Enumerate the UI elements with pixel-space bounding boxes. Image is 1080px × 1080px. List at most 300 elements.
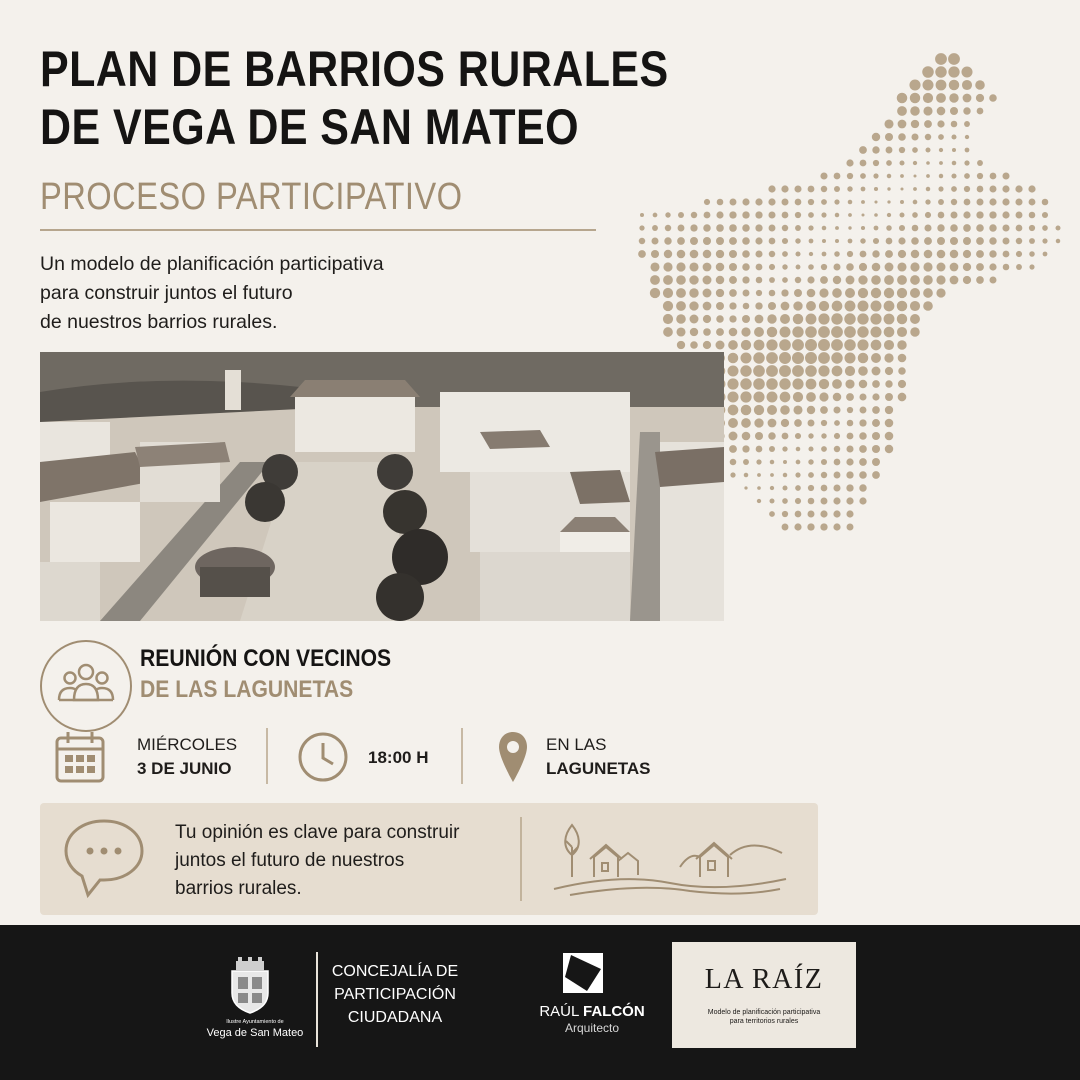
- halftone-dot: [844, 313, 855, 324]
- halftone-dot: [703, 341, 711, 349]
- halftone-dot: [821, 459, 827, 465]
- halftone-dot: [755, 302, 762, 309]
- halftone-dot: [874, 226, 879, 231]
- halftone-dot: [899, 212, 904, 217]
- halftone-dot: [846, 471, 853, 478]
- halftone-dot: [652, 238, 659, 245]
- halftone-dot: [755, 237, 762, 244]
- halftone-dot: [665, 212, 670, 217]
- halftone-dot: [845, 288, 855, 298]
- halftone-dot: [663, 314, 673, 324]
- halftone-dot: [770, 473, 774, 477]
- halftone-dot: [923, 93, 933, 103]
- halftone-dot: [870, 313, 881, 324]
- halftone-dot: [821, 472, 827, 478]
- halftone-dot: [861, 226, 865, 230]
- halftone-dot: [937, 107, 946, 116]
- halftone-dot: [938, 134, 944, 140]
- halftone-dot: [872, 133, 880, 141]
- halftone-dot: [794, 185, 801, 192]
- title-divider: [40, 229, 596, 231]
- halftone-dot: [923, 275, 933, 285]
- halftone-dot: [819, 392, 828, 401]
- halftone-dot: [845, 301, 856, 312]
- halftone-dot: [1029, 212, 1036, 219]
- halftone-dot: [989, 94, 997, 102]
- halftone-dot: [808, 446, 813, 451]
- halftone-dot: [949, 80, 960, 91]
- halftone-dot: [729, 263, 737, 271]
- halftone-dot: [716, 302, 724, 310]
- halftone-dot: [926, 174, 930, 178]
- halftone-dot: [729, 328, 738, 337]
- halftone-dot: [729, 289, 737, 297]
- halftone-dot: [963, 263, 971, 271]
- halftone-dot: [922, 66, 934, 78]
- event-date: 3 DE JUNIO: [137, 759, 232, 778]
- halftone-dot: [834, 264, 841, 271]
- halftone-dot: [743, 303, 750, 310]
- halftone-dot: [780, 405, 790, 415]
- halftone-dot: [963, 94, 972, 103]
- halftone-dot: [756, 264, 763, 271]
- halftone-dot: [845, 379, 854, 388]
- halftone-dot: [831, 313, 842, 324]
- halftone-dot: [1002, 172, 1009, 179]
- halftone-dot: [847, 433, 854, 440]
- halftone-dot: [768, 211, 775, 218]
- halftone-dot: [781, 289, 788, 296]
- halftone-dot: [926, 148, 931, 153]
- halftone-dot: [976, 224, 984, 232]
- halftone-dot: [950, 250, 958, 258]
- halftone-dot: [742, 432, 751, 441]
- callout-separator: [520, 817, 522, 901]
- halftone-dot: [871, 301, 882, 312]
- halftone-dot: [858, 353, 869, 364]
- halftone-dot: [703, 289, 712, 298]
- halftone-dot: [795, 498, 801, 504]
- halftone-dot: [951, 186, 957, 192]
- halftone-dot: [690, 328, 698, 336]
- halftone-dot: [808, 433, 813, 438]
- clock-icon: [297, 731, 349, 783]
- halftone-dot: [923, 106, 932, 115]
- halftone-dot: [858, 288, 868, 298]
- halftone-dot: [886, 225, 892, 231]
- halftone-dot: [742, 263, 749, 270]
- halftone-dot: [640, 213, 644, 217]
- halftone-dot: [844, 326, 856, 338]
- halftone-dot: [793, 314, 803, 324]
- halftone-dot: [769, 277, 775, 283]
- halftone-dot: [770, 460, 775, 465]
- halftone-dot: [796, 460, 801, 465]
- halftone-dot: [951, 173, 956, 178]
- halftone-dot: [910, 275, 920, 285]
- halftone-dot: [753, 352, 764, 363]
- halftone-dot: [740, 378, 751, 389]
- halftone-dot: [728, 405, 739, 416]
- halftone-dot: [872, 146, 879, 153]
- halftone-dot: [795, 277, 801, 283]
- halftone-dot: [848, 239, 853, 244]
- halftone-dot: [767, 327, 777, 337]
- halftone-dot: [1002, 198, 1009, 205]
- halftone-dot: [885, 406, 893, 414]
- halftone-dot: [897, 106, 907, 116]
- halftone-dot: [859, 458, 867, 466]
- halftone-dot: [782, 433, 789, 440]
- halftone-dot: [939, 161, 943, 165]
- halftone-dot: [1016, 251, 1022, 257]
- raul-last-name: FALCÓN: [582, 1003, 645, 1020]
- raul-falcon-name: [522, 1003, 662, 1020]
- halftone-dot: [950, 224, 958, 232]
- halftone-dot: [847, 251, 853, 257]
- halftone-dot: [898, 380, 906, 388]
- halftone-dot: [859, 393, 866, 400]
- halftone-dot: [755, 315, 764, 324]
- halftone-dot: [741, 340, 751, 350]
- halftone-dot: [703, 224, 711, 232]
- halftone-dot: [796, 265, 801, 270]
- halftone-dot: [820, 406, 828, 414]
- halftone-dot: [964, 186, 970, 192]
- halftone-dot: [847, 524, 854, 531]
- halftone-dot: [910, 288, 920, 298]
- callout-line-3: barrios rurales.: [175, 878, 302, 899]
- halftone-dot: [871, 353, 881, 363]
- halftone-dot: [964, 121, 970, 127]
- halftone-dot: [897, 340, 906, 349]
- event-time: 18:00 H: [368, 748, 429, 767]
- halftone-dot: [844, 352, 855, 363]
- halftone-dot: [872, 367, 881, 376]
- halftone-dot: [755, 198, 762, 205]
- halftone-dot: [767, 392, 778, 403]
- halftone-dot: [872, 458, 880, 466]
- halftone-dot: [754, 418, 763, 427]
- halftone-dot: [795, 485, 801, 491]
- halftone-dot: [808, 212, 814, 218]
- halftone-dot: [847, 420, 854, 427]
- halftone-dot: [899, 225, 905, 231]
- halftone-dot: [872, 445, 880, 453]
- halftone-dot: [899, 160, 904, 165]
- halftone-dot: [831, 352, 842, 363]
- halftone-dot: [795, 511, 802, 518]
- speech-bubble-icon: [62, 817, 146, 899]
- halftone-dot: [924, 250, 933, 259]
- halftone-dot: [807, 289, 816, 298]
- halftone-dot: [832, 366, 843, 377]
- halftone-dot: [1016, 264, 1022, 270]
- halftone-dot: [885, 250, 893, 258]
- halftone-dot: [872, 263, 881, 272]
- halftone-dot: [767, 314, 776, 323]
- halftone-dot: [951, 212, 958, 219]
- halftone-dot: [990, 173, 997, 180]
- halftone-dot: [755, 250, 762, 257]
- halftone-dot: [820, 510, 827, 517]
- halftone-dot: [730, 199, 737, 206]
- halftone-dot: [805, 339, 817, 351]
- halftone-dot: [770, 486, 774, 490]
- halftone-dot: [821, 498, 828, 505]
- halftone-dot: [703, 263, 712, 272]
- halftone-dot: [898, 367, 905, 374]
- halftone-dot: [887, 213, 891, 217]
- halftone-dot: [782, 511, 788, 517]
- la-raiz-subtitle-line-1: Modelo de planificación participativa: [707, 1009, 821, 1016]
- halftone-dot: [911, 120, 919, 128]
- halftone-dot: [742, 276, 749, 283]
- halftone-dot: [871, 275, 881, 285]
- halftone-dot: [755, 432, 763, 440]
- halftone-dot: [639, 225, 644, 230]
- halftone-dot: [872, 393, 879, 400]
- halftone-dot: [1029, 225, 1035, 231]
- halftone-dot: [716, 289, 724, 297]
- halftone-dot: [846, 159, 853, 166]
- halftone-dot: [821, 433, 826, 438]
- halftone-dot: [860, 407, 867, 414]
- halftone-dot: [820, 172, 827, 179]
- halftone-dot: [923, 301, 933, 311]
- meeting-location-title: DE LAS LAGUNETAS: [140, 676, 354, 703]
- halftone-dot: [818, 365, 829, 376]
- halftone-dot: [976, 263, 984, 271]
- halftone-dot: [793, 392, 803, 402]
- halftone-dot: [766, 378, 778, 390]
- halftone-dot: [939, 174, 943, 178]
- halftone-dot: [677, 341, 685, 349]
- halftone-dot: [951, 199, 957, 205]
- halftone-dot: [873, 238, 879, 244]
- halftone-dot: [898, 133, 906, 141]
- halftone-dot: [783, 460, 787, 464]
- halftone-dot: [885, 380, 892, 387]
- halftone-dot: [936, 93, 946, 103]
- halftone-dot: [885, 393, 893, 401]
- halftone-dot: [677, 237, 685, 245]
- halftone-dot: [874, 213, 878, 217]
- halftone-dot: [871, 288, 881, 298]
- halftone-dot: [1015, 198, 1022, 205]
- halftone-dot: [769, 446, 775, 452]
- halftone-dot: [740, 365, 751, 376]
- halftone-dot: [691, 212, 697, 218]
- halftone-dot: [950, 107, 958, 115]
- halftone-dot: [989, 250, 996, 257]
- halftone-dot: [729, 315, 736, 322]
- halftone-dot: [887, 174, 892, 179]
- halftone-dot: [831, 339, 843, 351]
- halftone-dot: [833, 510, 840, 517]
- halftone-dot: [639, 238, 645, 244]
- ayuntamiento-name: Vega de San Mateo: [206, 1027, 304, 1039]
- halftone-dot: [939, 148, 943, 152]
- halftone-dot: [704, 199, 710, 205]
- halftone-dot: [948, 53, 960, 65]
- halftone-dot: [989, 263, 996, 270]
- halftone-dot: [834, 251, 840, 257]
- halftone-dot: [727, 391, 738, 402]
- halftone-dot: [742, 237, 750, 245]
- halftone-dot: [924, 120, 932, 128]
- halftone-dot: [664, 250, 672, 258]
- halftone-dot: [884, 275, 894, 285]
- halftone-dot: [728, 418, 738, 428]
- halftone-dot: [755, 211, 762, 218]
- halftone-dot: [1003, 251, 1010, 258]
- concejalia-line-2: PARTICIPACIÓN: [334, 986, 456, 1003]
- halftone-dot: [897, 93, 908, 104]
- halftone-dot: [833, 523, 840, 530]
- halftone-dot: [727, 365, 738, 376]
- halftone-dot: [963, 237, 971, 245]
- page-title: [40, 40, 669, 156]
- halftone-dot: [676, 314, 686, 324]
- halftone-dot: [925, 212, 931, 218]
- halftone-dot: [808, 264, 814, 270]
- details-separator-1: [266, 728, 268, 784]
- halftone-dot: [703, 328, 711, 336]
- halftone-dot: [820, 523, 827, 530]
- halftone-dot: [794, 523, 801, 530]
- halftone-dot: [859, 419, 866, 426]
- meeting-title: REUNIÓN CON VECINOS: [140, 645, 392, 672]
- halftone-dot: [833, 484, 840, 491]
- halftone-dot: [937, 263, 946, 272]
- halftone-dot: [808, 186, 815, 193]
- halftone-dot: [913, 174, 916, 177]
- halftone-dot: [846, 458, 853, 465]
- halftone-dot: [742, 250, 750, 258]
- halftone-dot: [689, 301, 698, 310]
- halftone-dot: [910, 262, 919, 271]
- event-day: [137, 733, 237, 781]
- halftone-dot: [874, 200, 877, 203]
- raul-first-name: RAÚL: [539, 1003, 579, 1020]
- halftone-dot: [833, 406, 840, 413]
- halftone-dot: [923, 288, 933, 298]
- halftone-dot: [782, 498, 788, 504]
- halftone-dot: [886, 160, 892, 166]
- halftone-dot: [846, 276, 855, 285]
- halftone-dot: [912, 212, 918, 218]
- halftone-dot: [689, 275, 698, 284]
- halftone-dot: [846, 263, 854, 271]
- halftone-dot: [767, 405, 777, 415]
- halftone-dot: [794, 419, 802, 427]
- halftone-dot: [859, 263, 867, 271]
- halftone-dot: [845, 366, 855, 376]
- halftone-dot: [859, 432, 867, 440]
- halftone-dot: [1042, 199, 1049, 206]
- halftone-dot: [989, 237, 996, 244]
- halftone-dot: [1029, 251, 1035, 257]
- halftone-dot: [690, 315, 699, 324]
- halftone-dot: [913, 161, 917, 165]
- halftone-dot: [922, 79, 933, 90]
- halftone-dot: [690, 341, 698, 349]
- halftone-dot: [652, 225, 658, 231]
- halftone-dot: [783, 473, 787, 477]
- halftone-dot: [911, 250, 919, 258]
- halftone-dot: [769, 238, 776, 245]
- halftone-dot: [716, 263, 724, 271]
- halftone-dot: [753, 365, 765, 377]
- halftone-dot: [963, 211, 970, 218]
- halftone-dot: [781, 419, 789, 427]
- halftone-dot: [728, 353, 739, 364]
- halftone-dot: [990, 186, 997, 193]
- halftone-dot: [703, 237, 711, 245]
- halftone-dot: [818, 326, 830, 338]
- halftone-dot: [910, 106, 920, 116]
- halftone-dot: [976, 250, 984, 258]
- halftone-dot: [846, 497, 853, 504]
- halftone-dot: [975, 80, 985, 90]
- halftone-dot: [897, 262, 906, 271]
- halftone-dot: [858, 275, 867, 284]
- halftone-dot: [886, 147, 893, 154]
- halftone-dot: [885, 367, 893, 375]
- halftone-dot: [795, 433, 801, 439]
- halftone-dot: [729, 211, 736, 218]
- halftone-dot: [729, 276, 737, 284]
- halftone-dot: [848, 213, 852, 217]
- event-place-line-2: LAGUNETAS: [546, 759, 651, 778]
- halftone-dot: [910, 93, 920, 103]
- halftone-dot: [716, 224, 724, 232]
- halftone-dot: [822, 226, 827, 231]
- halftone-dot: [754, 340, 765, 351]
- halftone-dot: [818, 352, 830, 364]
- halftone-dot: [779, 352, 791, 364]
- halftone-dot: [834, 199, 839, 204]
- halftone-dot: [768, 302, 776, 310]
- halftone-dot: [769, 511, 775, 517]
- halftone-dot: [870, 326, 881, 337]
- halftone-dot: [831, 326, 843, 338]
- halftone-dot: [835, 226, 839, 230]
- halftone-dot: [963, 276, 971, 284]
- halftone-dot: [781, 302, 790, 311]
- halftone-dot: [1002, 211, 1009, 218]
- halftone-dot: [769, 264, 775, 270]
- halftone-dot: [729, 237, 737, 245]
- halftone-dot: [860, 251, 867, 258]
- halftone-dot: [858, 366, 868, 376]
- halftone-dot: [873, 160, 879, 166]
- halftone-dot: [976, 94, 984, 102]
- halftone-dot: [834, 173, 841, 180]
- halftone-dot: [897, 314, 907, 324]
- halftone-dot: [1016, 238, 1022, 244]
- halftone-dot: [913, 200, 918, 205]
- halftone-dot: [859, 484, 866, 491]
- halftone-dot: [952, 148, 956, 152]
- halftone-dot: [821, 186, 827, 192]
- halftone-dot: [884, 353, 893, 362]
- halftone-dot: [757, 486, 761, 490]
- halftone-dot: [792, 378, 803, 389]
- intro-text: [40, 250, 480, 337]
- halftone-dot: [756, 446, 763, 453]
